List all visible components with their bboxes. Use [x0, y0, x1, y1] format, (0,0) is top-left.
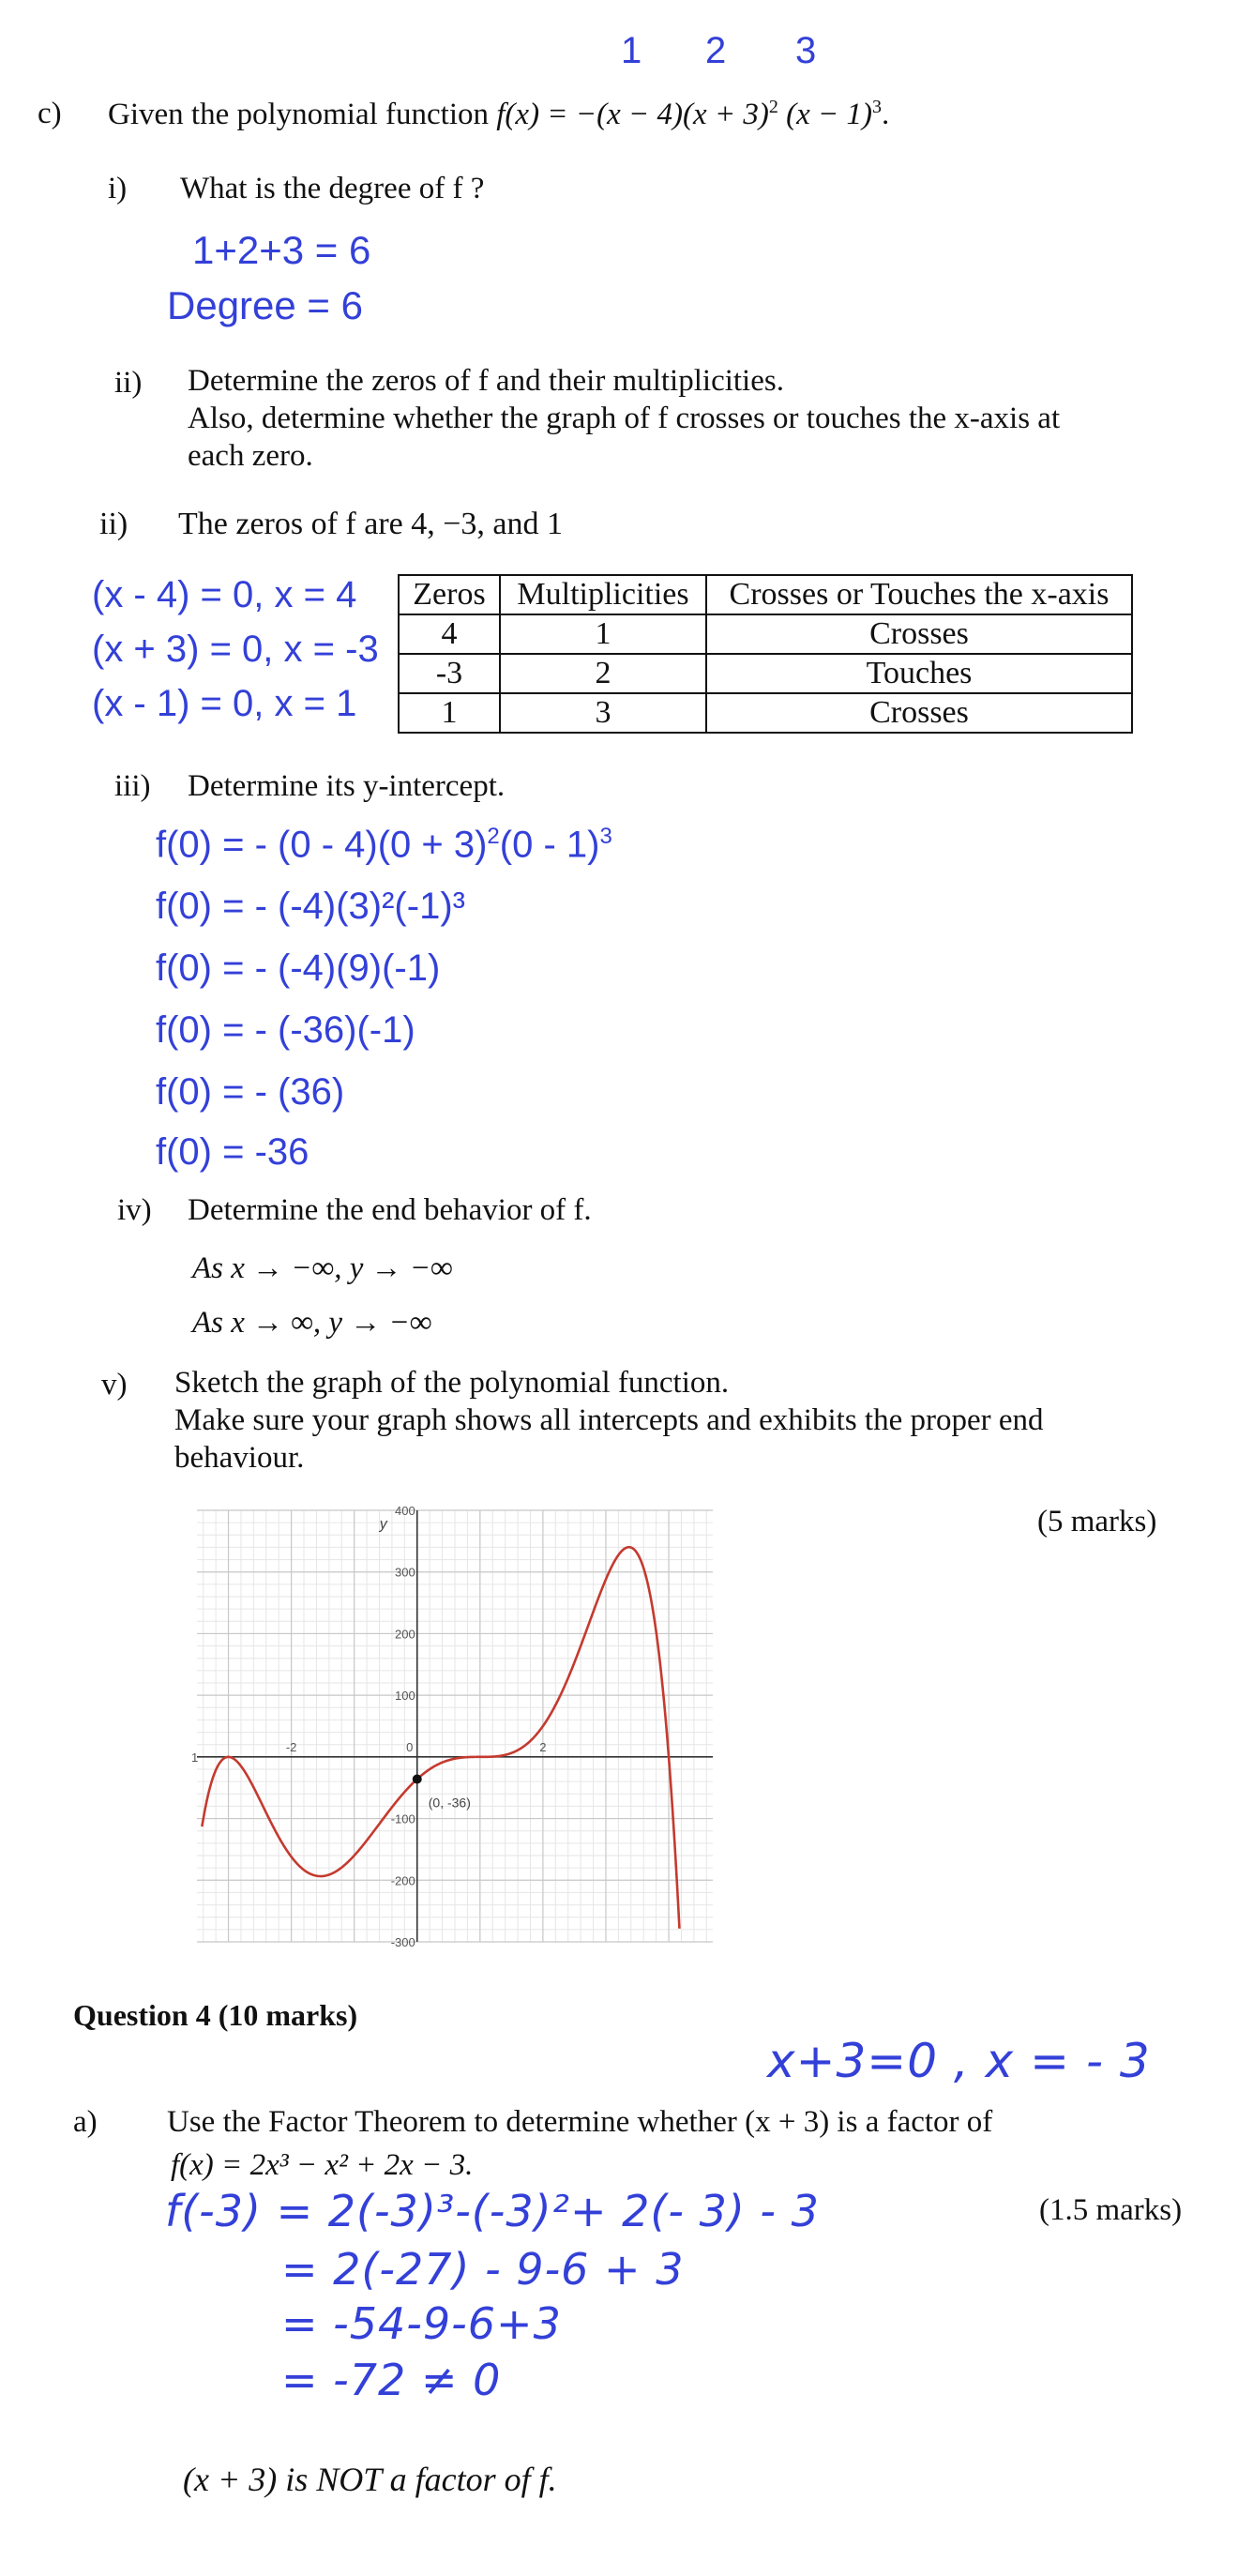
x-tick-label: 2 [539, 1739, 547, 1754]
part-iv-label: iv) [117, 1193, 152, 1227]
part-ii-question-line3: each zero. [188, 439, 313, 473]
table-cell: 2 [500, 654, 706, 693]
y-intercept-work-3: f(0) = - (-4)(9)(-1) [156, 947, 441, 989]
exponent-label-3: 3 [795, 30, 817, 71]
zeros-answer: The zeros of f are 4, −3, and 1 [178, 507, 564, 541]
question4-marks: (1.5 marks) [1039, 2193, 1183, 2227]
table-cell: Touches [706, 654, 1132, 693]
factor-work-4: = -72 ≠ 0 [281, 2355, 502, 2405]
question4-conclusion: (x + 3) is NOT a factor of f. [183, 2461, 557, 2498]
factor-work-3: = -54-9-6+3 [281, 2298, 562, 2349]
y-tick-label: 100 [395, 1689, 415, 1704]
graph-y-intercept-point [413, 1775, 471, 1811]
part-i-label: i) [108, 172, 128, 205]
y-intercept-work-4: f(0) = - (-36)(-1) [156, 1009, 415, 1051]
table-cell: 1 [500, 614, 706, 654]
part-v-question-line1: Sketch the graph of the polynomial function. [174, 1366, 730, 1400]
zero-work-2: (x + 3) = 0, x = -3 [92, 629, 379, 670]
end-behavior-left: As x → −∞, y → −∞ [192, 1251, 453, 1285]
table-row [399, 693, 1132, 733]
graph-minor-grid [197, 1510, 713, 1942]
polynomial-graph [188, 1501, 722, 1951]
y-intercept-dot [413, 1775, 422, 1784]
y-tick-label: 400 [395, 1504, 415, 1518]
factor-work-1: f(-3) = 2(-3)³-(-3)²+ 2(- 3) - 3 [165, 2186, 820, 2236]
part-ii-question-line2: Also, determine whether the graph of f crosses or touches the x-axis at [188, 402, 1061, 435]
part-v-label: v) [101, 1368, 128, 1402]
table-header-zeros: Zeros [399, 575, 500, 614]
part-ii-label: ii) [114, 366, 143, 400]
degree-work-sum: 1+2+3 = 6 [192, 228, 371, 272]
y-axis-label: y [379, 1516, 387, 1533]
function-expression: f(x) = −(x − 4)(x + 3) [496, 98, 769, 131]
part-iii-question: Determine its y-intercept. [188, 769, 506, 803]
x-tick-label: 0 [406, 1739, 414, 1754]
question4-top-work: x+3=0 , x = - 3 [767, 2034, 1151, 2088]
question4-heading: Question 4 (10 marks) [73, 1998, 358, 2032]
y-tick-label: 200 [395, 1627, 415, 1642]
table-row [399, 614, 1132, 654]
part-v-marks: (5 marks) [1037, 1505, 1157, 1538]
zero-work-3: (x - 1) = 0, x = 1 [92, 683, 357, 724]
x-tick-label-partial: 1 [191, 1750, 199, 1765]
y-tick-label: -100 [390, 1811, 415, 1826]
table-row [399, 654, 1132, 693]
exponent-label-1: 1 [621, 30, 642, 71]
part-v-question-line3: behaviour. [174, 1441, 305, 1475]
zeros-table [398, 574, 1133, 734]
degree-answer: Degree = 6 [167, 283, 363, 327]
y-intercept-answer: f(0) = -36 [156, 1131, 309, 1173]
y-intercept-label: (0, -36) [428, 1795, 471, 1811]
part-c-prompt: Given the polynomial function $f(x) = -(x - 4)(x + 3)^2$ $(x - 1)^3$. [108, 97, 890, 131]
part-v-question-line2: Make sure your graph shows all intercepts and exhibits the proper end [174, 1403, 1044, 1437]
part-iii-label: iii) [114, 769, 151, 803]
table-header-crosses: Crosses or Touches the x-axis [706, 575, 1132, 614]
polynomial-curve [202, 1547, 679, 1929]
y-intercept-work-1: f(0) = - $(0 - 4)(0 + 3)^2(0 - 1)^3$ [156, 824, 612, 866]
table-cell: Crosses [706, 614, 1132, 654]
table-header-row [399, 575, 1132, 614]
question4-part-a-label: a) [73, 2105, 98, 2139]
end-behavior-right: As x → ∞, y → −∞ [192, 1306, 432, 1340]
part-c-label: c) [38, 97, 62, 130]
table-cell: 4 [399, 614, 500, 654]
y-tick-label: 300 [395, 1565, 415, 1580]
y-tick-label: -200 [390, 1873, 415, 1888]
table-cell: 3 [500, 693, 706, 733]
part-ii-question-line1: Determine the zeros of f and their multiplicities. [188, 364, 784, 398]
y-intercept-work-2: f(0) = - (-4)(3)²(-1)³ [156, 886, 465, 927]
table-cell: -3 [399, 654, 500, 693]
table-cell: 1 [399, 693, 500, 733]
zero-work-1: (x - 4) = 0, x = 4 [92, 574, 357, 615]
part-iv-question: Determine the end behavior of f. [188, 1193, 592, 1227]
factor-work-2: = 2(-27) - 9-6 + 3 [281, 2244, 685, 2295]
part-ii-answer-label: ii) [99, 507, 128, 541]
x-tick-label: -2 [285, 1739, 297, 1754]
y-tick-label: -300 [390, 1935, 415, 1949]
question4-part-a-line1: Use the Factor Theorem to determine whether (x + 3) is a factor of [167, 2105, 993, 2139]
y-intercept-work-5: f(0) = - (36) [156, 1071, 345, 1113]
exponent-label-2: 2 [705, 30, 727, 71]
part-i-question: What is the degree of f ? [180, 172, 485, 205]
question4-part-a-line2: f(x) = 2x³ − x² + 2x − 3. [171, 2148, 474, 2182]
table-header-multiplicities: Multiplicities [500, 575, 706, 614]
table-cell: Crosses [706, 693, 1132, 733]
graph-curve [202, 1547, 679, 1929]
